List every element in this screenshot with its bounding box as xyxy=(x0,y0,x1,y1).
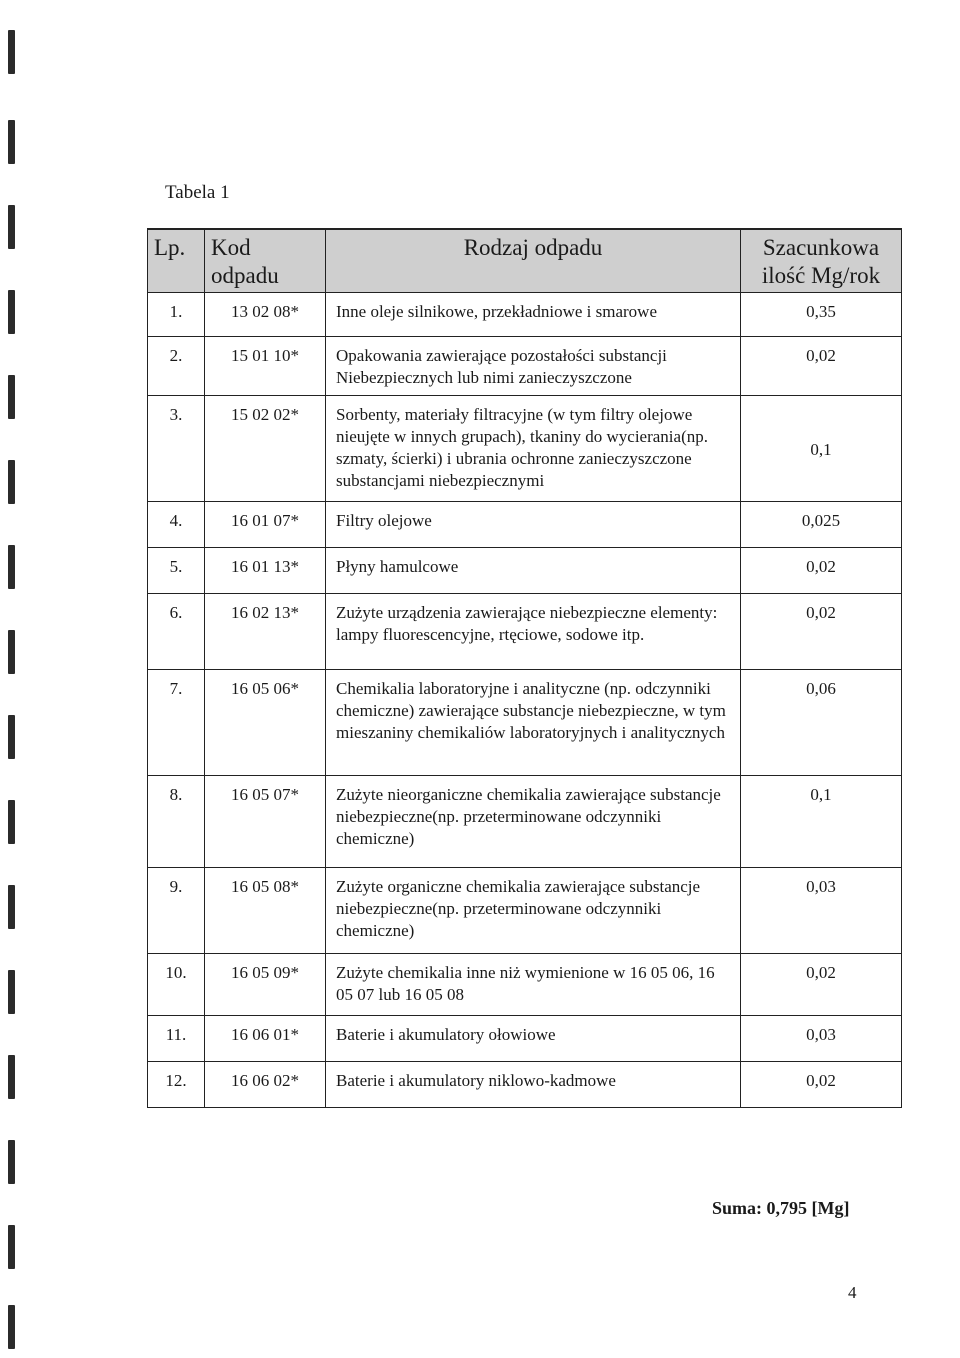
row-code: 16 01 07* xyxy=(205,502,326,548)
table-caption: Tabela 1 xyxy=(165,182,230,203)
row-name: Zużyte nieorganiczne chemikalia zawierające substancje niebezpieczne(np. przeterminowane odczynniki chemiczne) xyxy=(326,776,741,868)
header-code: Kod odpadu xyxy=(205,229,326,293)
table-row xyxy=(148,502,902,548)
binder-mark xyxy=(8,800,15,844)
row-lp: 9. xyxy=(148,868,205,954)
row-code: 16 01 13* xyxy=(205,548,326,594)
row-name: Płyny hamulcowe xyxy=(326,548,741,594)
binder-mark xyxy=(8,1305,15,1349)
row-lp: 7. xyxy=(148,670,205,776)
row-amount: 0,03 xyxy=(741,868,902,954)
row-lp: 4. xyxy=(148,502,205,548)
binder-mark xyxy=(8,1140,15,1184)
table-row xyxy=(148,594,902,670)
row-amount: 0,06 xyxy=(741,670,902,776)
table-row xyxy=(148,868,902,954)
row-amount: 0,025 xyxy=(741,502,902,548)
row-name: Baterie i akumulatory ołowiowe xyxy=(326,1016,741,1062)
row-code: 16 06 02* xyxy=(205,1062,326,1108)
row-code: 16 02 13* xyxy=(205,594,326,670)
row-name: Inne oleje silnikowe, przekładniowe i smarowe xyxy=(326,293,741,337)
binder-mark xyxy=(8,375,15,419)
row-amount: 0,1 xyxy=(741,776,902,868)
row-code: 16 05 07* xyxy=(205,776,326,868)
header-amount: Szacunkowa ilość Mg/rok xyxy=(741,229,902,293)
table-row xyxy=(148,548,902,594)
binder-mark xyxy=(8,970,15,1014)
row-amount: 0,35 xyxy=(741,293,902,337)
table-row xyxy=(148,396,902,502)
header-name: Rodzaj odpadu xyxy=(326,229,741,293)
table-header xyxy=(148,229,902,293)
row-code: 16 05 08* xyxy=(205,868,326,954)
row-amount: 0,02 xyxy=(741,1062,902,1108)
row-name: Baterie i akumulatory niklowo-kadmowe xyxy=(326,1062,741,1108)
binder-mark xyxy=(8,715,15,759)
binder-mark xyxy=(8,30,15,74)
row-amount: 0,03 xyxy=(741,1016,902,1062)
row-amount: 0,02 xyxy=(741,548,902,594)
table-row xyxy=(148,670,902,776)
table-row xyxy=(148,1062,902,1108)
row-amount: 0,02 xyxy=(741,337,902,396)
table-row xyxy=(148,776,902,868)
binder-mark xyxy=(8,1055,15,1099)
binder-mark xyxy=(8,630,15,674)
table-row xyxy=(148,337,902,396)
row-name: Zużyte urządzenia zawierające niebezpieczne elementy: lampy fluorescencyjne, rtęciowe, sodowe itp. xyxy=(326,594,741,670)
table-body xyxy=(148,293,902,1108)
row-lp: 6. xyxy=(148,594,205,670)
table-row xyxy=(148,1016,902,1062)
binder-mark xyxy=(8,545,15,589)
table-row xyxy=(148,954,902,1016)
row-code: 16 06 01* xyxy=(205,1016,326,1062)
row-code: 15 01 10* xyxy=(205,337,326,396)
row-lp: 3. xyxy=(148,396,205,502)
row-name: Filtry olejowe xyxy=(326,502,741,548)
binder-mark xyxy=(8,460,15,504)
row-lp: 8. xyxy=(148,776,205,868)
row-lp: 5. xyxy=(148,548,205,594)
table-row xyxy=(148,293,902,337)
page-number: 4 xyxy=(848,1283,857,1302)
row-name: Opakowania zawierające pozostałości substancji Niebezpiecznych lub nimi zanieczyszczone xyxy=(326,337,741,396)
binder-mark xyxy=(8,120,15,164)
row-name: Zużyte chemikalia inne niż wymienione w 16 05 06, 16 05 07 lub 16 05 08 xyxy=(326,954,741,1016)
row-lp: 12. xyxy=(148,1062,205,1108)
row-amount: 0,1 xyxy=(741,396,902,502)
row-lp: 10. xyxy=(148,954,205,1016)
row-name: Sorbenty, materiały filtracyjne (w tym filtry olejowe nieujęte w innych grupach), tkaniny do wycierania(np. szmaty, ścierki) i ubrania ochronne zanieczyszczone substancjami niebezpiecznymi xyxy=(326,396,741,502)
row-amount: 0,02 xyxy=(741,594,902,670)
header-lp: Lp. xyxy=(148,229,205,293)
row-name: Zużyte organiczne chemikalia zawierające substancje niebezpieczne(np. przeterminowane odczynniki chemiczne) xyxy=(326,868,741,954)
row-code: 16 05 06* xyxy=(205,670,326,776)
binder-mark xyxy=(8,205,15,249)
binder-mark xyxy=(8,1225,15,1269)
row-lp: 11. xyxy=(148,1016,205,1062)
waste-table xyxy=(147,228,902,1108)
row-name: Chemikalia laboratoryjne i analityczne (np. odczynniki chemiczne) zawierające substancje niebezpieczne, w tym mieszaniny chemikaliów laboratoryjnych i analitycznych xyxy=(326,670,741,776)
binder-mark xyxy=(8,290,15,334)
sum-total: Suma: 0,795 [Mg] xyxy=(712,1198,850,1218)
row-code: 13 02 08* xyxy=(205,293,326,337)
row-code: 15 02 02* xyxy=(205,396,326,502)
row-amount: 0,02 xyxy=(741,954,902,1016)
binder-mark xyxy=(8,885,15,929)
row-lp: 1. xyxy=(148,293,205,337)
row-lp: 2. xyxy=(148,337,205,396)
row-code: 16 05 09* xyxy=(205,954,326,1016)
